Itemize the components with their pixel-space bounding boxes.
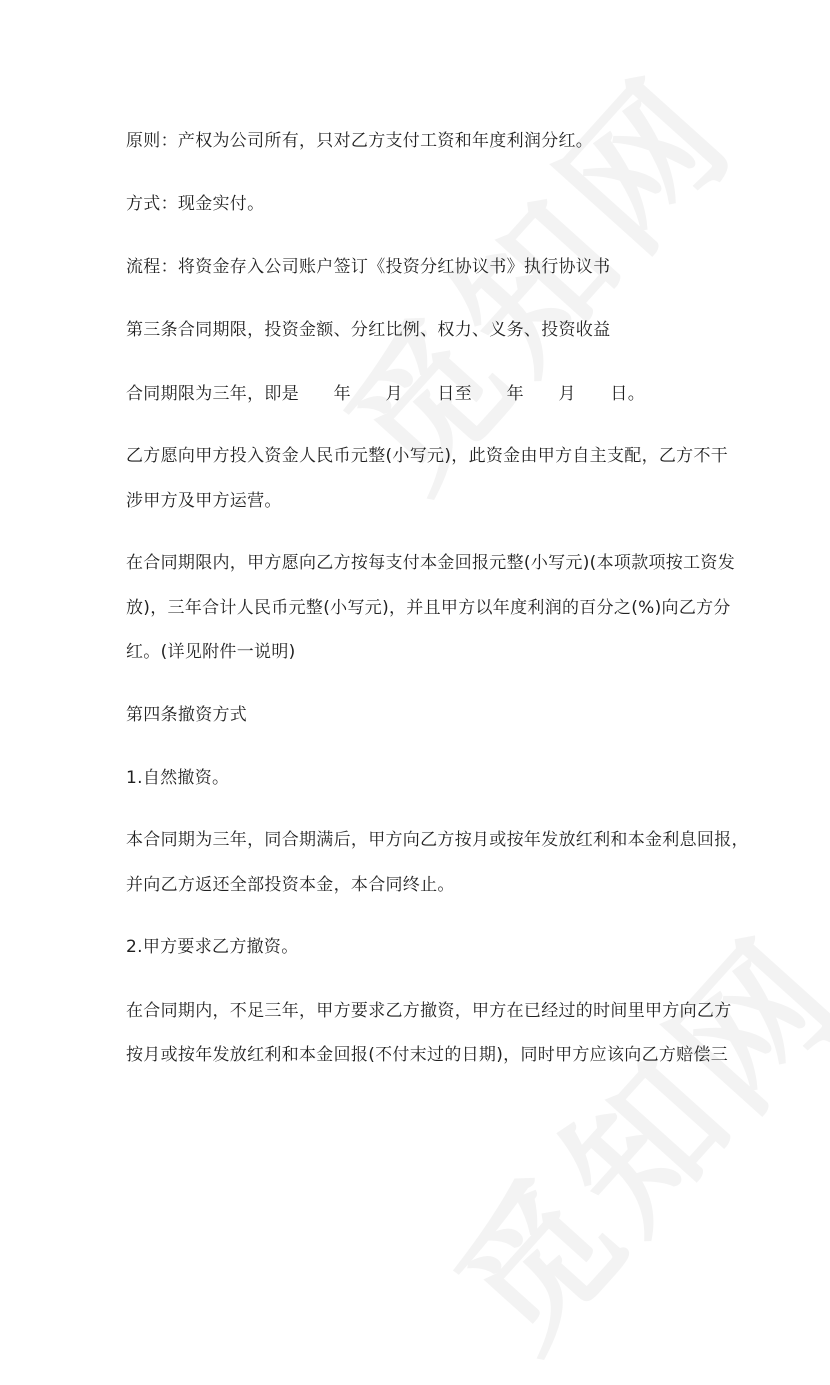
paragraph-return-line-2: 放)，三年合计人民币元整(小写元)，并且甲方以年度利润的百分之(%)向乙方分 — [126, 598, 731, 618]
paragraph-withdrawal-line-1: 在合同期内，不足三年，甲方要求乙方撤资，甲方在已经过的时间里甲方向乙方 — [126, 1001, 732, 1021]
paragraph-investment-line-1: 乙方愿向甲方投入资金人民币元整(小写元)，此资金由甲方自主支配，乙方不干 — [126, 446, 729, 466]
heading-party-a-requests-withdrawal: 2.甲方要求乙方撤资。 — [126, 937, 299, 957]
paragraph-return-line-3: 红。(详见附件一说明) — [126, 642, 296, 662]
paragraph-natural-withdrawal-line-2: 并向乙方返还全部投资本金，本合同终止。 — [126, 875, 455, 895]
paragraph-principle: 原则：产权为公司所有，只对乙方支付工资和年度利润分红。 — [126, 131, 594, 151]
paragraph-withdrawal-line-2: 按月或按年发放红利和本金回报(不付末过的日期)，同时甲方应该向乙方赔偿三 — [126, 1045, 729, 1065]
paragraph-contract-term: 合同期限为三年，即是 年 月 日至 年 月 日。 — [126, 384, 645, 404]
paragraph-return-line-1: 在合同期限内，甲方愿向乙方按每支付本金回报元整(小写元)(本项款项按工资发 — [126, 553, 735, 573]
heading-article-4: 第四条撤资方式 — [126, 705, 248, 725]
heading-article-3: 第三条合同期限，投资金额、分红比例、权力、义务、投资收益 — [126, 320, 611, 340]
paragraph-investment-line-2: 涉甲方及甲方运营。 — [126, 491, 282, 511]
heading-natural-withdrawal: 1.自然撤资。 — [126, 768, 230, 788]
paragraph-natural-withdrawal-line-1: 本合同期为三年，同合期满后，甲方向乙方按月或按年发放红利和本金利息回报， — [126, 830, 749, 850]
paragraph-process: 流程：将资金存入公司账户签订《投资分红协议书》执行协议书 — [126, 257, 611, 277]
paragraph-method: 方式：现金实付。 — [126, 194, 265, 214]
watermark-image — [400, 883, 830, 1384]
